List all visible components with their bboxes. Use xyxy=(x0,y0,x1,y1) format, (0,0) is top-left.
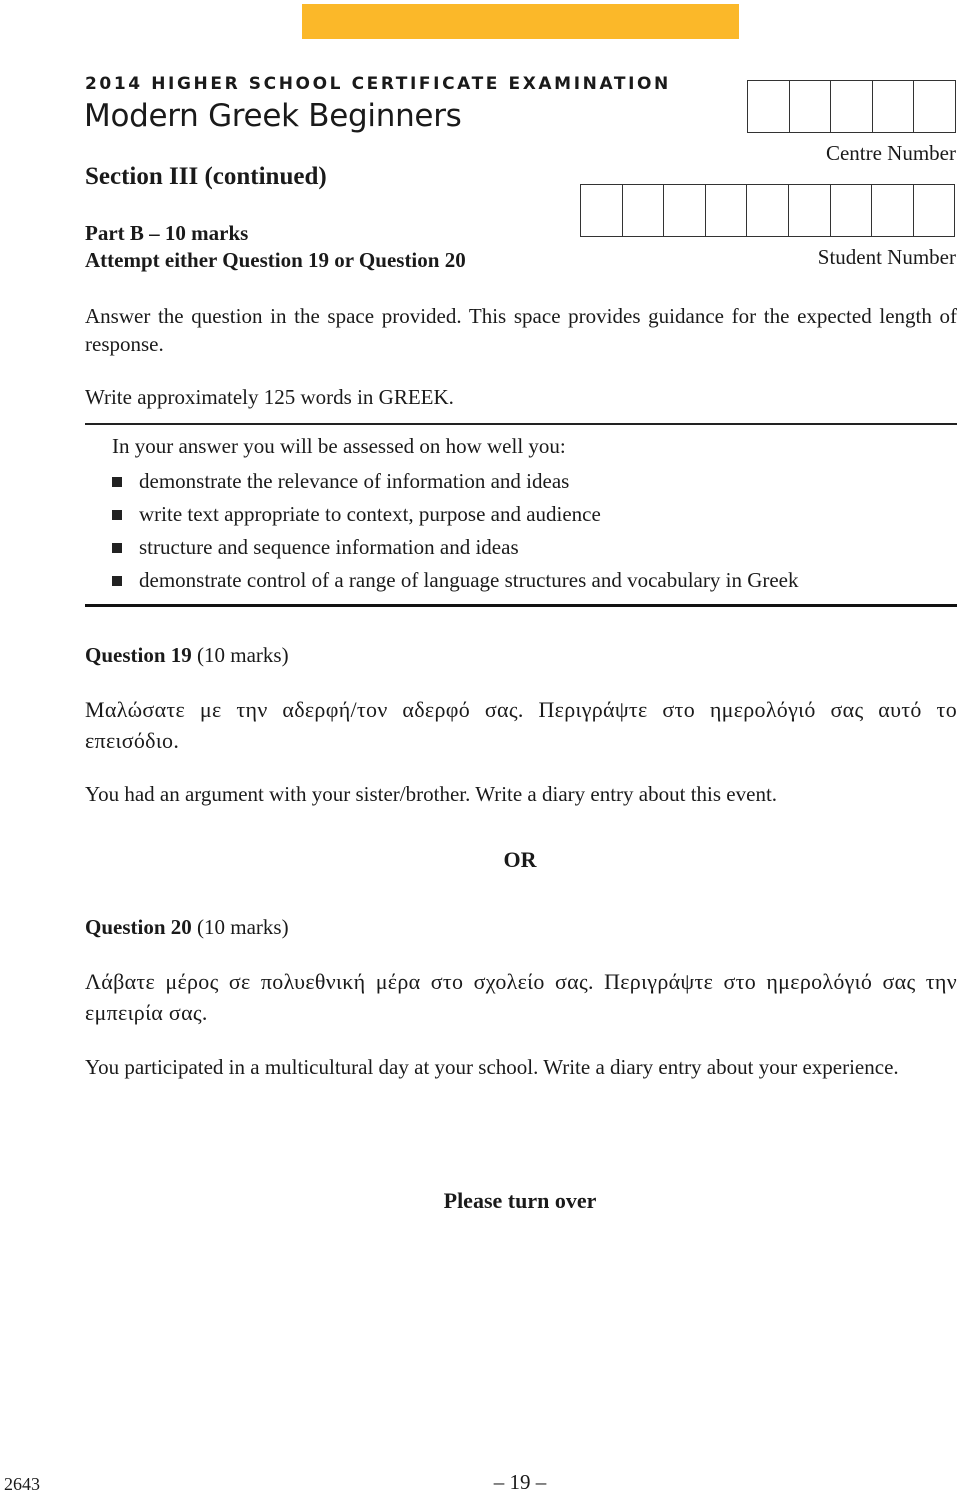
question-19-english-prompt: You had an argument with your sister/brother. Write a diary entry about this event. xyxy=(85,782,778,806)
exam-code: 2643 xyxy=(4,1474,40,1494)
centre-number-box[interactable] xyxy=(873,81,915,132)
question-20-english-prompt: You participated in a multicultural day at your school. Write a diary entry about your experience. xyxy=(85,1055,899,1079)
student-number-box[interactable] xyxy=(664,185,706,236)
centre-number-box[interactable] xyxy=(748,81,790,132)
centre-number-boxes[interactable] xyxy=(747,80,956,133)
student-number-box[interactable] xyxy=(581,185,623,236)
student-number-label: Student Number xyxy=(817,245,956,269)
student-number-box[interactable] xyxy=(789,185,831,236)
assessment-criteria-list xyxy=(112,465,799,597)
page-number: – 19 – xyxy=(493,1470,547,1494)
student-number-box[interactable] xyxy=(623,185,665,236)
question-20-heading: Question 20 (10 marks) xyxy=(85,915,289,939)
question-19-greek-prompt: Μαλώσατε με την αδερφή/τον αδερφό σας. Περιγράψτε στο ημερολόγιό σας αυτό το επεισόδιο. xyxy=(85,697,957,753)
criterion-item: write text appropriate to context, purpose and audience xyxy=(112,498,799,531)
question-20-greek-prompt: Λάβατε μέρος σε πολυεθνική μέρα στο σχολείο σας. Περιγράψτε στο ημερολόγιό σας την εμπειρία σας. xyxy=(85,969,957,1025)
student-number-box[interactable] xyxy=(831,185,873,236)
answer-space-instruction: Answer the question in the space provided. This space provides guidance for the expected length of response. xyxy=(85,304,957,356)
centre-number-box[interactable] xyxy=(831,81,873,132)
square-bullet-icon xyxy=(112,543,122,553)
square-bullet-icon xyxy=(112,477,122,487)
centre-number-box[interactable] xyxy=(790,81,832,132)
question-19-heading: Question 19 (10 marks) xyxy=(85,643,289,667)
assessment-top-rule xyxy=(85,423,957,425)
student-number-box[interactable] xyxy=(914,185,956,236)
student-number-box[interactable] xyxy=(747,185,789,236)
accent-bar xyxy=(302,4,739,39)
centre-number-label: Centre Number xyxy=(825,141,956,165)
assessment-bottom-rule xyxy=(85,604,957,607)
or-separator: OR xyxy=(503,847,537,872)
centre-number-box[interactable] xyxy=(914,81,956,132)
section-title: Section III (continued) xyxy=(85,163,327,190)
student-number-box[interactable] xyxy=(706,185,748,236)
criterion-item: demonstrate control of a range of language structures and vocabulary in Greek xyxy=(112,564,799,597)
part-marks: Part B – 10 marks xyxy=(85,221,249,245)
subject-title: Modern Greek Beginners xyxy=(84,98,462,134)
exam-heading: 2014 HIGHER SCHOOL CERTIFICATE EXAMINATION xyxy=(85,74,671,94)
student-number-boxes[interactable] xyxy=(580,184,955,237)
square-bullet-icon xyxy=(112,576,122,586)
student-number-box[interactable] xyxy=(872,185,914,236)
please-turn-over: Please turn over xyxy=(443,1188,597,1213)
criterion-item: structure and sequence information and ideas xyxy=(112,531,799,564)
square-bullet-icon xyxy=(112,510,122,520)
assessment-intro: In your answer you will be assessed on how well you: xyxy=(112,434,566,458)
word-count-instruction: Write approximately 125 words in GREEK. xyxy=(85,385,454,409)
criterion-item: demonstrate the relevance of information and ideas xyxy=(112,465,799,498)
attempt-instruction: Attempt either Question 19 or Question 20 xyxy=(85,248,466,272)
